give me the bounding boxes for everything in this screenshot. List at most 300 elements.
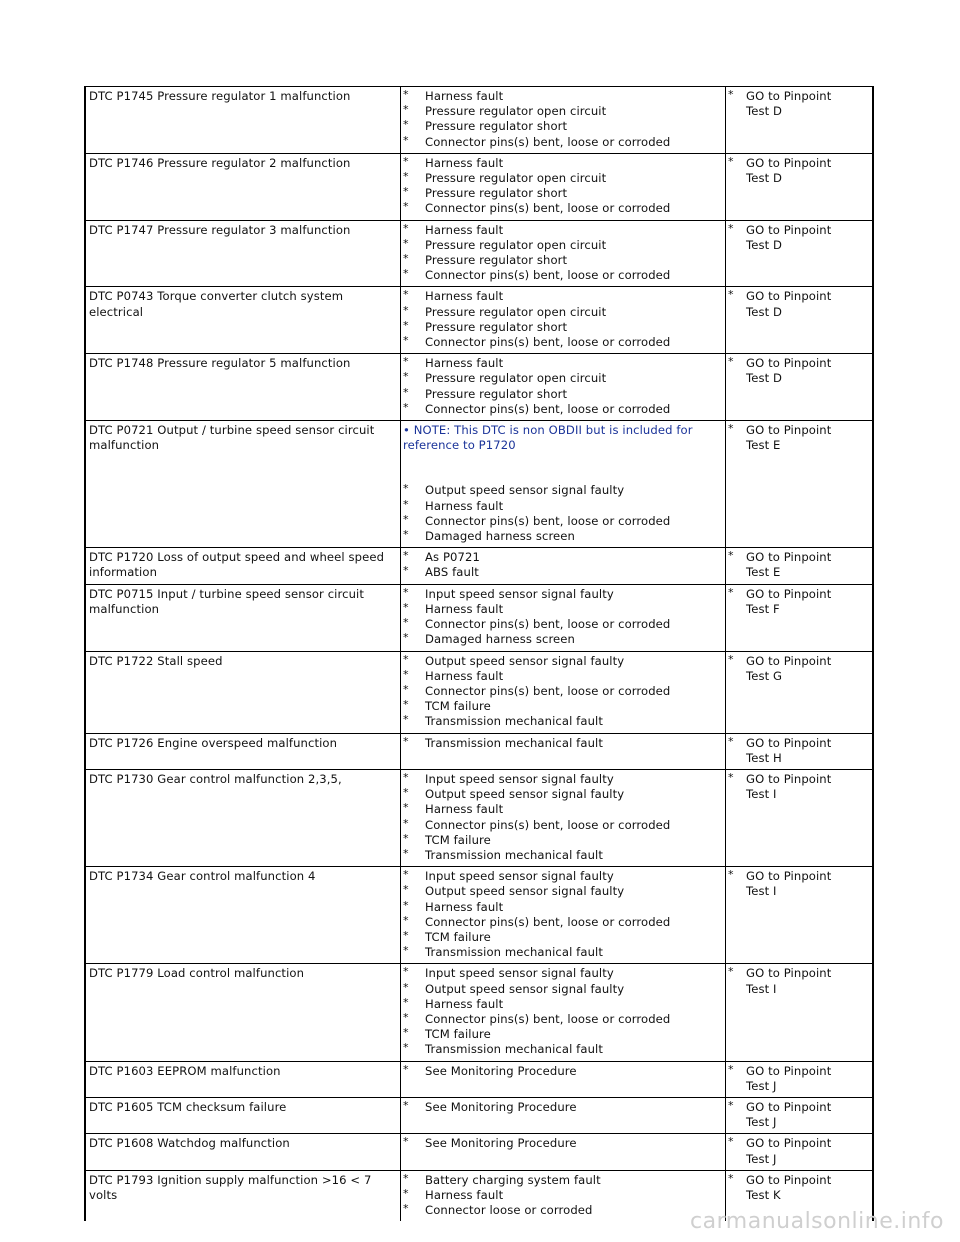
pinpoint-test-link[interactable]: GO to Pinpoint Test E [746, 423, 832, 453]
action-item [728, 772, 869, 802]
cause-text: Harness fault [425, 802, 504, 817]
action-item [728, 356, 869, 386]
action-cell [726, 354, 874, 421]
action-item [728, 1173, 869, 1203]
bullet-star: * [403, 786, 409, 800]
cause-text: See Monitoring Procedure [425, 1099, 577, 1114]
cause-item [403, 848, 722, 863]
bullet-star: * [403, 898, 409, 912]
action-item [728, 1100, 869, 1130]
pinpoint-test-link[interactable]: GO to Pinpoint Test F [746, 586, 832, 616]
cause-text: Pressure regulator short [425, 386, 568, 401]
bullet-star: * [728, 1062, 734, 1076]
bullet-star: * [403, 652, 409, 666]
cause-text: Input speed sensor signal faulty [425, 586, 614, 601]
cause-list [403, 1173, 722, 1219]
cause-item [403, 483, 722, 498]
possible-causes-cell [401, 867, 726, 964]
action-cell [726, 867, 874, 964]
cause-text: Pressure regulator open circuit [425, 171, 607, 186]
dtc-code-cell: DTC P1779 Load control malfunction [85, 964, 401, 1061]
cause-item [403, 499, 722, 514]
dtc-row [85, 548, 873, 584]
pinpoint-test-link[interactable]: GO to Pinpoint Test D [746, 155, 832, 186]
cause-text: Harness fault [425, 89, 504, 103]
cause-text: Transmission mechanical fault [425, 735, 603, 750]
bullet-star: * [728, 88, 734, 101]
cause-item [403, 268, 722, 283]
possible-causes-cell [401, 153, 726, 220]
bullet-star: * [728, 549, 734, 563]
possible-causes-cell [401, 1061, 726, 1097]
dtc-row [85, 87, 873, 154]
bullet-star: * [403, 133, 409, 147]
cause-item [403, 915, 722, 930]
cause-text: See Monitoring Procedure [425, 1063, 577, 1078]
cause-list [403, 356, 722, 417]
cause-item [403, 833, 722, 848]
action-item [728, 1064, 869, 1094]
cause-text: Output speed sensor signal faulty [425, 884, 625, 899]
cause-item [403, 1188, 722, 1203]
cause-text: See Monitoring Procedure [425, 1136, 577, 1151]
cause-item [403, 371, 722, 386]
cause-item [403, 253, 722, 268]
cause-text: Connector pins(s) bent, loose or corroded [425, 134, 671, 149]
cause-text: Input speed sensor signal faulty [425, 966, 614, 981]
note-text: NOTE: This DTC is non OBDII but is included for reference to P1720 [403, 423, 693, 453]
action-cell [726, 548, 874, 584]
bullet-star: * [403, 980, 409, 994]
cause-item [403, 119, 722, 134]
bullet-star: * [728, 221, 734, 235]
bullet-star: * [403, 88, 409, 101]
cause-item [403, 587, 722, 602]
bullet-star: * [728, 965, 734, 979]
pinpoint-test-link[interactable]: GO to Pinpoint Test E [746, 550, 832, 580]
action-item [728, 587, 869, 617]
bullet-star: * [403, 698, 409, 712]
bullet-star: * [403, 1202, 409, 1216]
dtc-code-cell: DTC P1720 Loss of output speed and wheel speed information [85, 548, 401, 584]
bullet-star: * [403, 944, 409, 958]
cause-text: As P0721 [425, 550, 480, 565]
dtc-row [85, 354, 873, 421]
action-cell [726, 769, 874, 866]
cause-item [403, 772, 722, 787]
bullet-star: * [403, 512, 409, 526]
cause-text: Connector pins(s) bent, loose or corroded [425, 401, 671, 416]
bullet-star: * [403, 318, 409, 332]
dtc-row [85, 153, 873, 220]
cause-item [403, 736, 722, 751]
cause-item [403, 402, 722, 417]
bullet-star: * [403, 103, 409, 117]
bullet-star: * [403, 528, 409, 542]
cause-item [403, 1042, 722, 1057]
action-item [728, 654, 869, 684]
bullet-star: * [728, 652, 734, 666]
cause-list [403, 289, 722, 350]
cause-item [403, 238, 722, 253]
cause-text: Connector pins(s) bent, loose or corroded [425, 268, 671, 283]
pinpoint-test-link[interactable]: GO to Pinpoint Test J [746, 1099, 832, 1130]
bullet-star: * [403, 221, 409, 235]
cause-item [403, 156, 722, 171]
pinpoint-test-link[interactable]: GO to Pinpoint Test J [746, 1136, 832, 1166]
cause-text: Output speed sensor signal faulty [425, 483, 625, 498]
action-item [728, 156, 869, 186]
possible-causes-cell [401, 354, 726, 421]
cause-text: Harness fault [425, 601, 504, 616]
cause-item [403, 982, 722, 997]
pinpoint-test-link[interactable]: GO to Pinpoint Test D [746, 222, 832, 252]
cause-item [403, 89, 722, 104]
cause-item [403, 684, 722, 699]
cause-text: TCM failure [425, 699, 491, 714]
cause-item [403, 654, 722, 669]
bullet-star: * [403, 585, 409, 599]
watermark: carmanualsonline.info [690, 1209, 944, 1234]
cause-text: Input speed sensor signal faulty [425, 771, 614, 786]
cause-item [403, 1064, 722, 1079]
cause-text: Connector pins(s) bent, loose or corroded [425, 513, 671, 528]
pinpoint-test-link[interactable]: GO to Pinpoint Test I [746, 869, 832, 899]
cause-item [403, 714, 722, 729]
cause-item [403, 1173, 722, 1188]
cause-text: Pressure regulator short [425, 253, 568, 268]
cause-item [403, 550, 722, 565]
cause-item [403, 305, 722, 320]
cause-text: Output speed sensor signal faulty [425, 653, 625, 668]
bullet-star: * [728, 1135, 734, 1149]
cause-item [403, 514, 722, 529]
bullet-star: * [403, 288, 409, 302]
bullet-star: * [403, 1098, 409, 1112]
cause-list [403, 89, 722, 150]
cause-text: TCM failure [425, 929, 491, 944]
action-cell [726, 220, 874, 287]
possible-causes-cell [401, 87, 726, 154]
bullet-star: * [403, 667, 409, 681]
cause-item [403, 1027, 722, 1042]
bullet-star: * [403, 549, 409, 563]
bullet-star: * [403, 713, 409, 727]
pinpoint-test-link[interactable]: GO to Pinpoint Test D [746, 89, 832, 119]
action-cell [726, 1134, 874, 1170]
dtc-row [85, 584, 873, 651]
bullet-star: * [403, 928, 409, 942]
cause-item [403, 1136, 722, 1151]
cause-text: Harness fault [425, 222, 504, 237]
possible-causes-cell [401, 548, 726, 584]
bullet-star: * [403, 185, 409, 199]
cause-item [403, 997, 722, 1012]
cause-text: Transmission mechanical fault [425, 1042, 603, 1057]
action-item [728, 423, 869, 453]
dtc-code-cell: DTC P1747 Pressure regulator 3 malfunction [85, 220, 401, 287]
bullet-star: * [403, 334, 409, 348]
cause-text: Harness fault [425, 498, 504, 513]
bullet-star: * [403, 816, 409, 830]
cause-list [403, 550, 722, 580]
bullet-star: * [728, 422, 734, 436]
bullet-star: * [403, 170, 409, 184]
cause-text: Output speed sensor signal faulty [425, 981, 625, 996]
cause-item [403, 335, 722, 350]
cause-item [403, 1012, 722, 1027]
bullet-star: * [403, 1062, 409, 1076]
cause-item [403, 945, 722, 960]
pinpoint-test-link[interactable]: GO to Pinpoint Test J [746, 1063, 832, 1093]
bullet-star: * [728, 288, 734, 302]
pinpoint-test-link[interactable]: GO to Pinpoint Test D [746, 289, 832, 319]
bullet-star: * [403, 965, 409, 979]
cause-text: Battery charging system fault [425, 1172, 601, 1187]
cause-text: Pressure regulator short [425, 119, 568, 134]
bullet-star: * [403, 600, 409, 614]
bullet-star: * [403, 252, 409, 266]
dtc-code-cell: DTC P0743 Torque converter clutch system electrical [85, 287, 401, 354]
cause-item [403, 135, 722, 150]
bullet-star: * [728, 868, 734, 882]
cause-list [403, 1064, 722, 1079]
cause-list [403, 156, 722, 217]
cause-item [403, 602, 722, 617]
cause-text: Harness fault [425, 289, 504, 304]
possible-causes-cell [401, 769, 726, 866]
action-item [728, 966, 869, 996]
bullet-star: * [403, 370, 409, 384]
cause-text: TCM failure [425, 832, 491, 847]
action-item [728, 736, 869, 766]
cause-item [403, 201, 722, 216]
cause-list [403, 869, 722, 960]
dtc-code-cell: DTC P1722 Stall speed [85, 651, 401, 733]
pinpoint-test-link[interactable]: GO to Pinpoint Test K [746, 1172, 832, 1202]
cause-text: Pressure regulator open circuit [425, 371, 607, 386]
cause-item [403, 930, 722, 945]
cause-item [403, 171, 722, 186]
cause-text: Connector loose or corroded [425, 1203, 593, 1218]
dtc-code-cell: DTC P1746 Pressure regulator 2 malfunction [85, 153, 401, 220]
dtc-code-cell: DTC P1734 Gear control malfunction 4 [85, 867, 401, 964]
bullet-star: * [728, 734, 734, 748]
possible-causes-cell [401, 1170, 726, 1221]
action-item [728, 550, 869, 580]
bullet-star: * [403, 482, 409, 496]
cause-text: Transmission mechanical fault [425, 945, 603, 960]
dtc-row [85, 1097, 873, 1133]
dtc-row [85, 421, 873, 548]
cause-text: Pressure regulator short [425, 319, 568, 334]
action-cell [726, 421, 874, 548]
cause-text: Output speed sensor signal faulty [425, 787, 625, 802]
bullet-star: * [403, 631, 409, 645]
bullet-star: * [403, 1187, 409, 1200]
dtc-row [85, 769, 873, 866]
cause-item [403, 186, 722, 201]
bullet-star: * [403, 883, 409, 897]
bullet-star: * [403, 200, 409, 214]
cause-item [403, 617, 722, 632]
dtc-page [84, 86, 874, 1221]
cause-item [403, 223, 722, 238]
cause-text: TCM failure [425, 1027, 491, 1042]
bullet-star: * [403, 831, 409, 845]
cause-text: Transmission mechanical fault [425, 714, 603, 729]
cause-item [403, 356, 722, 371]
dtc-note [403, 423, 722, 453]
cause-item [403, 1203, 722, 1218]
cause-text: Pressure regulator open circuit [425, 104, 607, 119]
bullet-star: * [403, 682, 409, 696]
cause-text: Damaged harness screen [425, 632, 575, 647]
cause-item [403, 529, 722, 544]
action-cell [726, 733, 874, 769]
possible-causes-cell [401, 651, 726, 733]
cause-text: Harness fault [425, 996, 504, 1011]
possible-causes-cell [401, 733, 726, 769]
cause-item [403, 387, 722, 402]
cause-text: Connector pins(s) bent, loose or corroded [425, 335, 671, 350]
cause-text: Connector pins(s) bent, loose or corroded [425, 1011, 671, 1026]
bullet-star: * [403, 385, 409, 399]
possible-causes-cell [401, 964, 726, 1061]
bullet-star: * [403, 734, 409, 748]
cause-item [403, 787, 722, 802]
bullet-star: * [403, 400, 409, 414]
bullet-star: * [403, 1135, 409, 1149]
cause-list [403, 654, 722, 730]
pinpoint-test-link[interactable]: GO to Pinpoint Test D [746, 356, 832, 386]
action-cell [726, 153, 874, 220]
bullet-star: * [728, 1171, 734, 1185]
cause-item [403, 900, 722, 915]
cause-item [403, 669, 722, 684]
bullet-star: * [403, 303, 409, 317]
action-item [728, 1136, 869, 1166]
action-item [728, 89, 869, 119]
bullet-star: * [728, 585, 734, 599]
cause-text: Harness fault [425, 899, 504, 914]
note-bullet: • [403, 423, 410, 438]
dtc-table [84, 86, 874, 1221]
cause-list [403, 483, 722, 544]
bullet-star: * [403, 564, 409, 578]
cause-text: Connector pins(s) bent, loose or corroded [425, 617, 671, 632]
dtc-code-cell: DTC P1726 Engine overspeed malfunction [85, 733, 401, 769]
bullet-star: * [403, 770, 409, 784]
action-cell [726, 1097, 874, 1133]
bullet-star: * [403, 801, 409, 815]
action-item [728, 223, 869, 253]
action-item [728, 289, 869, 319]
cause-list [403, 1136, 722, 1151]
cause-item [403, 1100, 722, 1115]
possible-causes-cell [401, 1134, 726, 1170]
cause-item [403, 104, 722, 119]
bullet-star: * [403, 846, 409, 860]
cause-text: Pressure regulator open circuit [425, 304, 607, 319]
bullet-star: * [403, 118, 409, 132]
cause-text: ABS fault [425, 565, 479, 580]
cause-text: Harness fault [425, 1188, 504, 1202]
bullet-star: * [728, 770, 734, 784]
dtc-code-cell: DTC P0715 Input / turbine speed sensor circuit malfunction [85, 584, 401, 651]
cause-item [403, 818, 722, 833]
bullet-star: * [403, 1026, 409, 1040]
cause-item [403, 699, 722, 714]
possible-causes-cell [401, 421, 726, 548]
bullet-star: * [403, 267, 409, 281]
bullet-star: * [403, 995, 409, 1009]
cause-item [403, 565, 722, 580]
cause-text: Harness fault [425, 356, 504, 371]
cause-list [403, 223, 722, 284]
bullet-star: * [403, 154, 409, 168]
bullet-star: * [728, 355, 734, 369]
cause-item [403, 632, 722, 647]
cause-text: Connector pins(s) bent, loose or corroded [425, 914, 671, 929]
bullet-star: * [728, 154, 734, 168]
bullet-star: * [403, 616, 409, 630]
action-cell [726, 1061, 874, 1097]
cause-list [403, 966, 722, 1057]
dtc-row [85, 964, 873, 1061]
cause-item [403, 884, 722, 899]
possible-causes-cell [401, 287, 726, 354]
pinpoint-test-link[interactable]: GO to Pinpoint Test H [746, 735, 832, 765]
cause-list [403, 1100, 722, 1115]
pinpoint-test-link[interactable]: GO to Pinpoint Test G [746, 653, 832, 683]
dtc-code-cell: DTC P0721 Output / turbine speed sensor circuit malfunction [85, 421, 401, 548]
pinpoint-test-link[interactable]: GO to Pinpoint Test I [746, 771, 832, 802]
action-cell [726, 87, 874, 154]
dtc-code-cell: DTC P1605 TCM checksum failure [85, 1097, 401, 1133]
dtc-row [85, 1134, 873, 1170]
cause-item [403, 966, 722, 981]
bullet-star: * [403, 1041, 409, 1055]
dtc-code-cell: DTC P1745 Pressure regulator 1 malfunction [85, 87, 401, 154]
action-item [728, 869, 869, 899]
action-cell [726, 651, 874, 733]
dtc-row [85, 733, 873, 769]
possible-causes-cell [401, 584, 726, 651]
cause-text: Input speed sensor signal faulty [425, 869, 614, 884]
action-cell [726, 584, 874, 651]
cause-list [403, 736, 722, 751]
cause-text: Connector pins(s) bent, loose or corroded [425, 817, 671, 832]
cause-item [403, 869, 722, 884]
bullet-star: * [403, 355, 409, 369]
cause-item [403, 320, 722, 335]
action-cell [726, 964, 874, 1061]
pinpoint-test-link[interactable]: GO to Pinpoint Test I [746, 966, 832, 996]
cause-text: Damaged harness screen [425, 529, 575, 544]
dtc-row [85, 651, 873, 733]
cause-text: Connector pins(s) bent, loose or corroded [425, 201, 671, 216]
bullet-star: * [728, 1098, 734, 1112]
cause-text: Pressure regulator open circuit [425, 237, 607, 252]
dtc-row [85, 867, 873, 964]
bullet-star: * [403, 1010, 409, 1024]
dtc-code-cell: DTC P1608 Watchdog malfunction [85, 1134, 401, 1170]
bullet-star: * [403, 913, 409, 927]
dtc-code-cell: DTC P1748 Pressure regulator 5 malfunction [85, 354, 401, 421]
cause-text: Harness fault [425, 155, 504, 170]
bullet-star: * [403, 868, 409, 882]
